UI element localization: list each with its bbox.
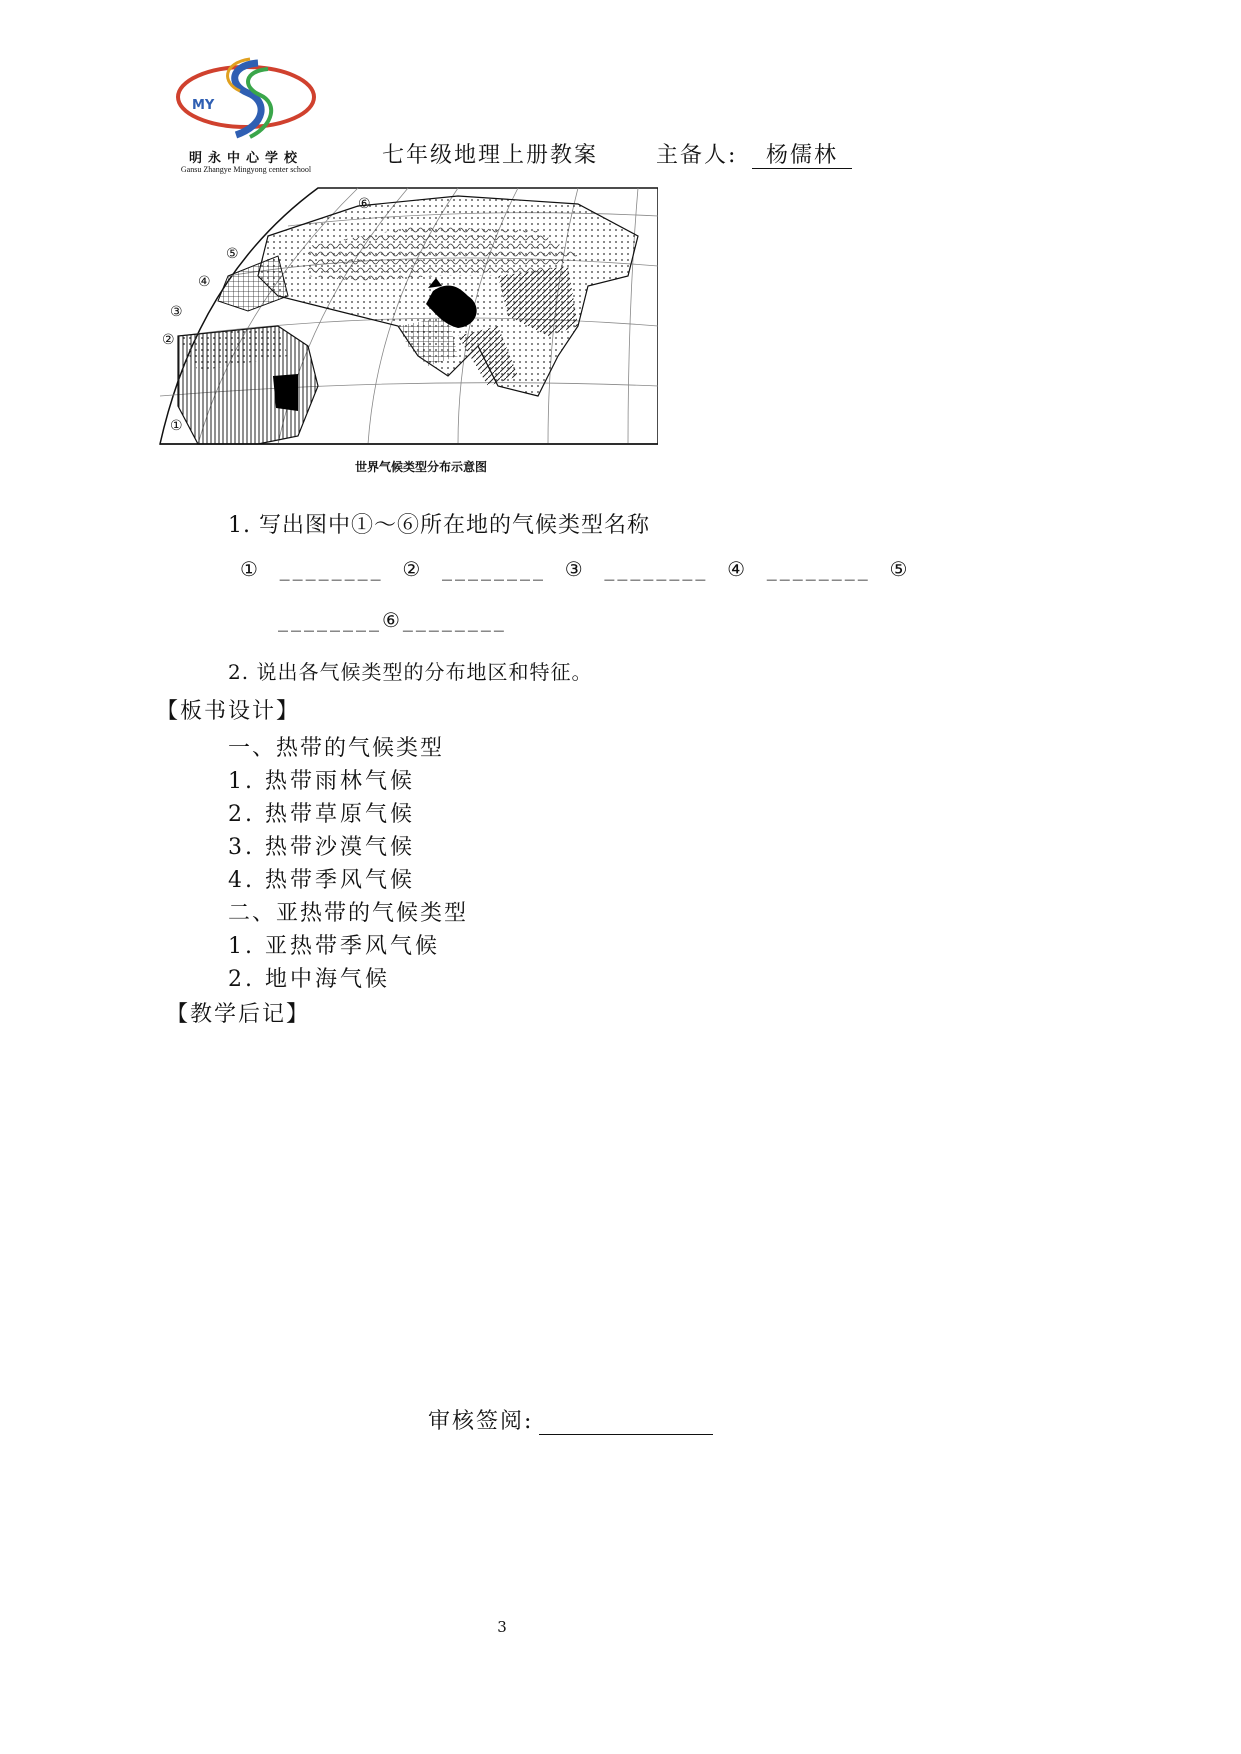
document-title: 七年级地理上册教案 (382, 143, 599, 168)
map-caption: 世界气候类型分布示意图 (355, 460, 488, 474)
logo-school-name: 明永中心学校 (188, 151, 303, 166)
review-signature (428, 1404, 713, 1435)
board-section-2: 二、亚热带的气候类型 (228, 901, 469, 926)
board-item: 1. 亚热带季风气候 (228, 934, 440, 959)
map-marker-5: ⑤ (226, 246, 239, 262)
board-section-1: 一、热带的气候类型 (228, 736, 445, 761)
question-1: 1. 写出图中①～⑥所在地的气候类型名称 (228, 513, 650, 538)
map-marker-6: ⑥ (358, 196, 371, 212)
author-label: 主备人: (656, 143, 738, 168)
climate-map (158, 186, 658, 448)
world-climate-map-image (158, 186, 658, 448)
map-marker-1: ① (170, 418, 183, 434)
school-logo (170, 55, 322, 181)
board-item: 1. 热带雨林气候 (228, 769, 415, 794)
map-marker-4: ④ (198, 274, 211, 290)
logo-subtitle: Gansu Zhangye Mingyong center school (180, 165, 312, 174)
answer-blanks-row-2: ________⑥________ (278, 608, 507, 632)
board-item: 2. 热带草原气候 (228, 802, 415, 827)
logo-emblem-icon (170, 55, 322, 145)
board-item: 4. 热带季风气候 (228, 868, 415, 893)
signature-line (539, 1412, 713, 1435)
author-value: 杨儒林 (752, 143, 852, 169)
teaching-notes-heading: 【教学后记】 (166, 1002, 311, 1027)
logo-mark: MY (192, 98, 215, 113)
board-design-heading: 【板书设计】 (156, 699, 301, 724)
map-marker-3: ③ (170, 304, 183, 320)
board-item: 3. 热带沙漠气候 (228, 835, 415, 860)
question-2: 2. 说出各气候类型的分布地区和特征。 (228, 660, 593, 684)
board-item: 2. 地中海气候 (228, 967, 390, 992)
map-marker-2: ② (162, 332, 175, 348)
review-label: 审核签阅: (428, 1409, 534, 1434)
answer-blanks-row-1: ① ________ ② ________ ③ ________ ④ ________ ⑤ (240, 557, 911, 581)
page-number: 3 (497, 1618, 507, 1636)
author-name (752, 138, 852, 169)
